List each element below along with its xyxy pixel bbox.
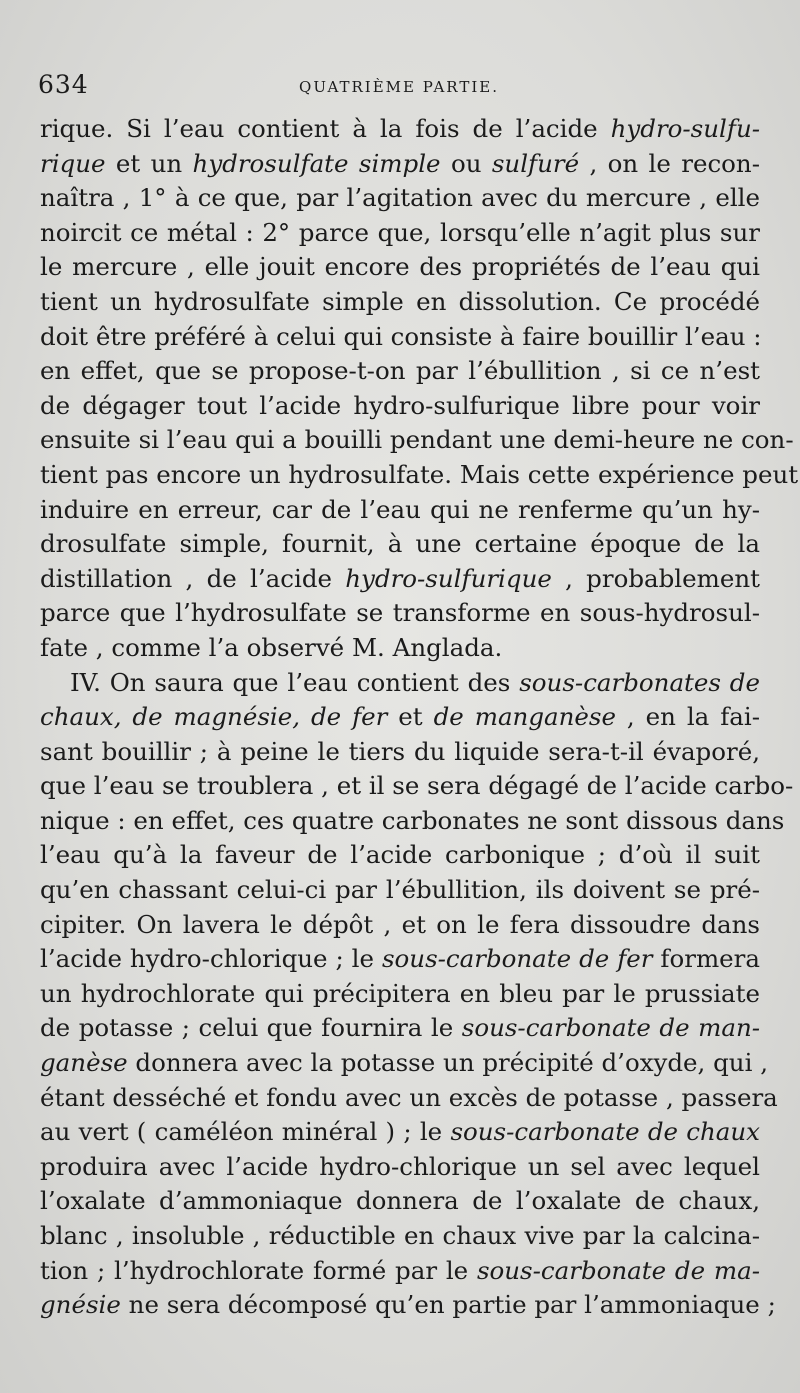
text-line [40, 1150, 760, 1185]
text-segment: en effet, que se propose-t-on par l’ébullition , si ce n’est [40, 356, 760, 386]
italic-text: rique [40, 148, 106, 178]
text-line [40, 216, 760, 251]
text-segment: qu’en chassant celui-ci par l’ébullition, ils doivent se pré- [40, 875, 760, 905]
italic-text: de manganèse [433, 702, 616, 732]
text-segment: parce que l’hydrosulfate se transforme en sous-hydrosul- [40, 598, 760, 628]
text-segment: blanc , insoluble , réductible en chaux vive par la calcina- [40, 1221, 760, 1250]
text-segment: que l’eau se troublera , et il se sera dégagé de l’acide carbo- [40, 771, 794, 801]
italic-text: hydro-sulfu- [610, 114, 760, 143]
text-line [40, 873, 760, 908]
text-segment: ensuite si l’eau qui a bouilli pendant une demi-heure ne con- [40, 425, 794, 455]
text-line [40, 147, 760, 182]
text-line [40, 631, 760, 666]
italic-text: sulfuré [491, 148, 580, 178]
text-line [40, 423, 794, 458]
text-line [40, 1115, 760, 1150]
text-line [40, 1219, 760, 1254]
italic-text: chaux, de magnésie, de fer [40, 702, 388, 732]
text-segment: sant bouillir ; à peine le tiers du liquide sera-t-il évaporé, [40, 736, 760, 766]
text-segment: cipiter. On lavera le dépôt , et on le fera dissoudre dans [40, 909, 760, 939]
text-segment: l’acide hydro-chlorique ; le [40, 944, 382, 974]
text-segment: au vert ( caméléon minéral ) ; le [40, 1117, 451, 1147]
text-line [40, 181, 760, 216]
text-segment: et [387, 702, 434, 732]
text-segment: , probablement [551, 563, 760, 593]
text-segment: étant desséché et fondu avec un excès de potasse , passera [40, 1082, 778, 1112]
text-line [40, 389, 760, 424]
text-segment: de dégager tout l’acide hydro-sulfurique libre pour voir [40, 390, 760, 420]
text-segment: le mercure , elle jouit encore des propriétés de l’eau qui [40, 252, 760, 282]
text-segment: un hydrochlorate qui précipitera en bleu par le prussiate [40, 978, 760, 1008]
text-line [40, 735, 760, 770]
text-line [40, 320, 760, 355]
text-line [40, 838, 760, 873]
text-line [40, 700, 760, 735]
text-segment: tion ; l’hydrochlorate formé par le [40, 1255, 477, 1285]
text-segment: rique. Si l’eau contient à la fois de l’acide [40, 114, 611, 143]
body-text [40, 112, 799, 1323]
text-segment: produira avec l’acide hydro-chlorique un sel avec lequel [40, 1151, 760, 1181]
text-line [40, 596, 760, 631]
italic-text: sous-carbonate de fer [381, 944, 653, 974]
text-segment: ou [440, 148, 492, 178]
text-line [40, 112, 760, 147]
italic-text: sous-carbonates de [519, 667, 760, 697]
text-line [40, 250, 760, 285]
text-segment: naîtra , 1° à ce que, par l’agitation avec du mercure , elle [40, 183, 760, 213]
text-segment: IV. On saura que l’eau contient des [70, 667, 520, 697]
page-header [38, 70, 760, 104]
italic-text: sous-carbonate de man- [461, 1013, 761, 1043]
italic-text: ganèse [40, 1048, 128, 1078]
text-segment: doit être préféré à celui qui consiste à faire bouillir l’eau : [40, 321, 762, 351]
text-line [40, 908, 760, 943]
text-line [40, 285, 760, 320]
text-line [40, 1254, 760, 1289]
text-segment: noircit ce métal : 2° parce que, lorsqu’elle n’agit plus sur [40, 217, 760, 247]
text-segment: tient un hydrosulfate simple en dissolution. Ce procédé [40, 286, 760, 316]
text-line [40, 1184, 760, 1219]
italic-text: hydrosulfate simple [192, 148, 441, 178]
text-segment: nique : en effet, ces quatre carbonates ne sont dissous dans [40, 805, 785, 835]
text-line [40, 666, 760, 701]
text-line [40, 562, 760, 597]
text-segment: donnera avec la potasse un précipité d’oxyde, qui , [127, 1048, 768, 1078]
text-line [40, 458, 799, 493]
text-segment: ne sera décomposé qu’en partie par l’ammoniaque ; [120, 1290, 776, 1320]
running-head: QUATRIÈME PARTIE. [299, 78, 499, 96]
text-line [40, 769, 794, 804]
text-line [40, 977, 760, 1012]
italic-text: sous-carbonate de ma- [476, 1255, 760, 1285]
text-segment: tient pas encore un hydrosulfate. Mais cette expérience peut [40, 459, 799, 489]
text-line [40, 354, 760, 389]
text-line [40, 527, 760, 562]
page-number: 634 [38, 70, 89, 99]
text-segment: fate , comme l’a observé M. Anglada. [40, 632, 503, 662]
text-segment: drosulfate simple, fournit, à une certaine époque de la [40, 529, 760, 559]
text-line [40, 1288, 776, 1323]
italic-text: gnésie [40, 1290, 121, 1320]
text-line [40, 804, 785, 839]
text-segment: , en la fai- [615, 702, 760, 732]
text-segment: l’oxalate d’ammoniaque donnera de l’oxalate de chaux, [40, 1186, 760, 1216]
text-segment: distillation , de l’acide [40, 563, 346, 593]
text-line [40, 1011, 760, 1046]
text-segment: de potasse ; celui que fournira le [40, 1013, 462, 1043]
italic-text: sous-carbonate de chaux [450, 1117, 761, 1147]
text-segment: formera [652, 944, 760, 974]
text-line [40, 493, 760, 528]
text-segment: l’eau qu’à la faveur de l’acide carbonique ; d’où il suit [40, 840, 760, 870]
text-segment: et un [105, 148, 193, 178]
text-segment: induire en erreur, car de l’eau qui ne renferme qu’un hy- [40, 494, 760, 524]
italic-text: hydro-sulfurique [345, 563, 552, 593]
text-segment: , on le recon- [579, 148, 760, 178]
text-line [40, 1046, 768, 1081]
text-line [40, 1081, 778, 1116]
text-line [40, 942, 760, 977]
